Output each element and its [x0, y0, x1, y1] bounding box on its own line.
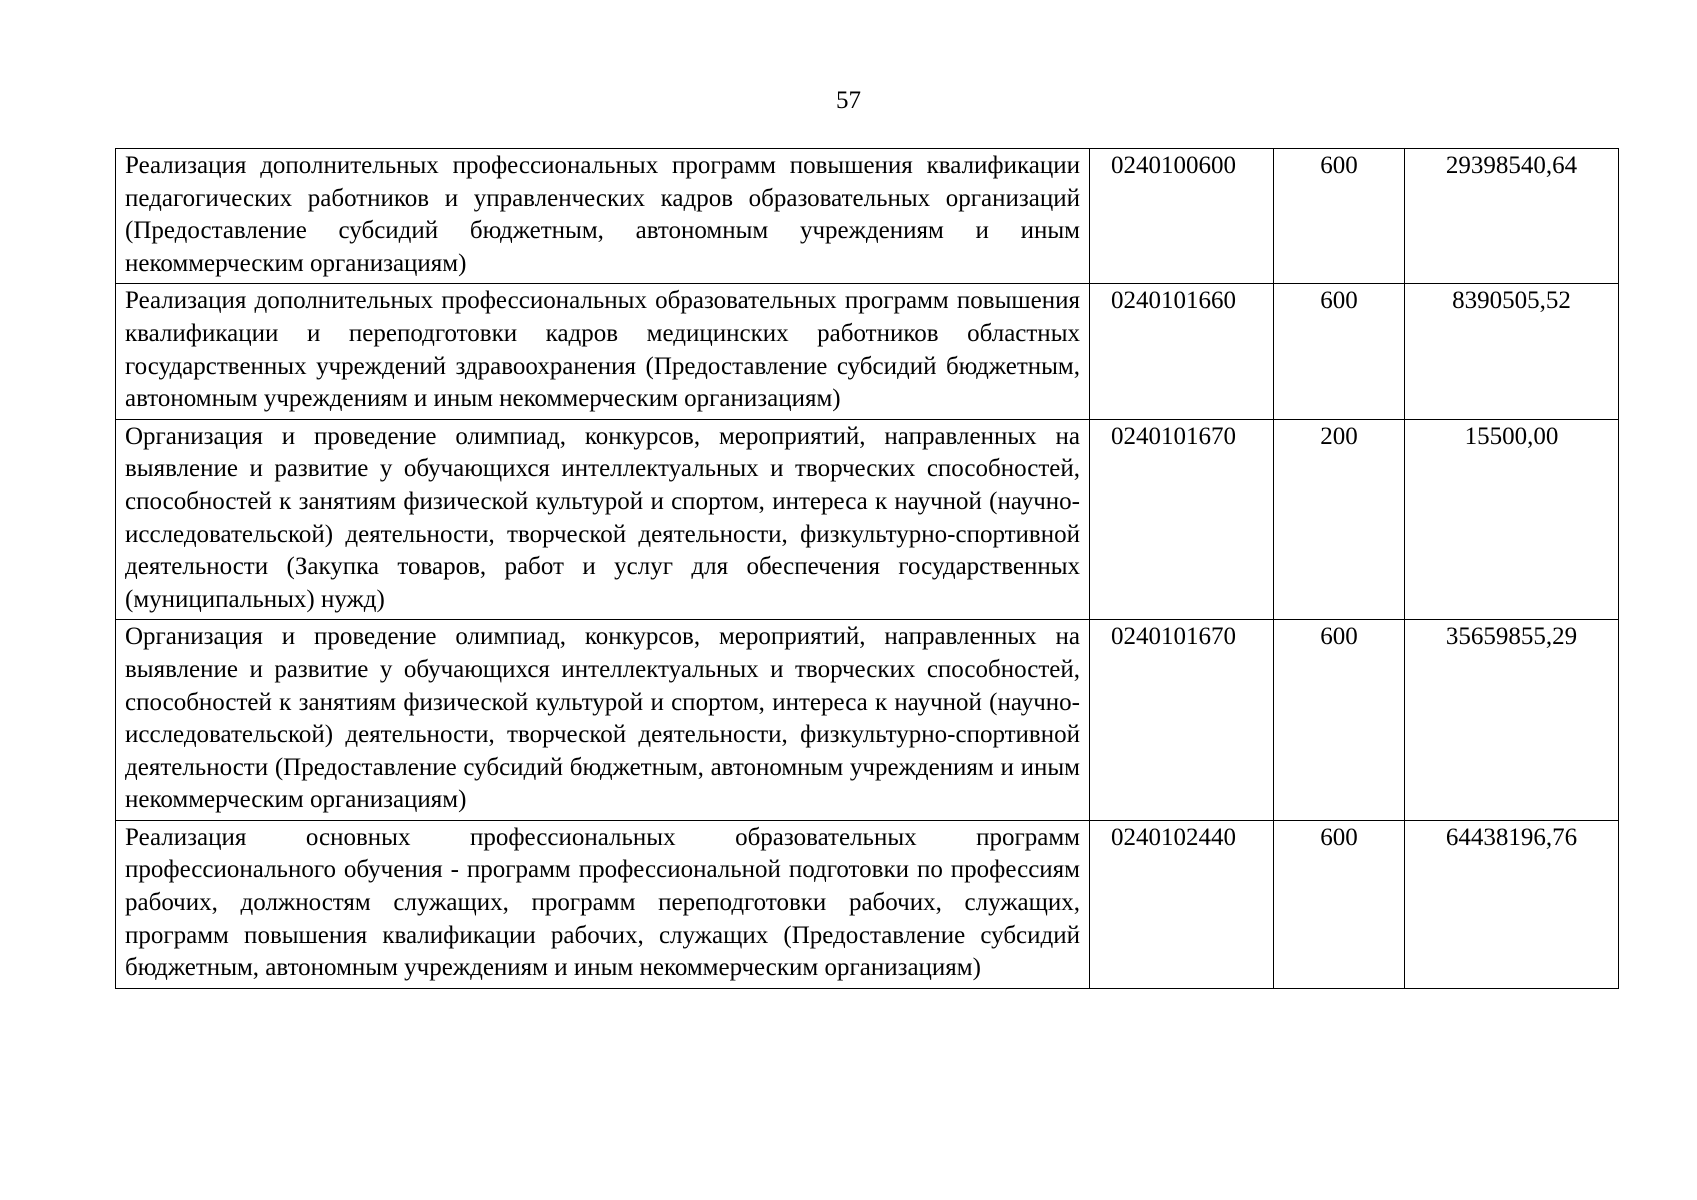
row-target-code: 0240102440 [1090, 820, 1274, 988]
row-description: Реализация дополнительных профессиональных программ повышения квалификации педагогических работников и управленческих кадров образовательных организаций (Предоставление субсидий бюджетным, автономным учреждениям и иным некоммерческим организациям) [116, 149, 1090, 284]
table-row [116, 620, 1619, 821]
row-target-code: 0240101670 [1090, 620, 1274, 821]
row-target-code: 0240101670 [1090, 419, 1274, 620]
row-amount: 29398540,64 [1405, 149, 1619, 284]
row-target-code: 0240101660 [1090, 284, 1274, 419]
row-description: Организация и проведение олимпиад, конкурсов, мероприятий, направленных на выявление и развитие у обучающихся интеллектуальных и творческих способностей, способностей к занятиям физической культурой и спортом, интереса к научной (научно-исследовательской) деятельности, творческой деятельности, физкультурно-спортивной деятельности (Предоставление субсидий бюджетным, автономным учреждениям и иным некоммерческим организациям) [116, 620, 1090, 821]
row-description: Организация и проведение олимпиад, конкурсов, мероприятий, направленных на выявление и развитие у обучающихся интеллектуальных и творческих способностей, способностей к занятиям физической культурой и спортом, интереса к научной (научно-исследовательской) деятельности, творческой деятельности, физкультурно-спортивной деятельности (Закупка товаров, работ и услуг для обеспечения государственных (муниципальных) нужд) [116, 419, 1090, 620]
budget-table [115, 148, 1619, 989]
row-expense-type: 600 [1274, 820, 1405, 988]
row-target-code: 0240100600 [1090, 149, 1274, 284]
row-description: Реализация основных профессиональных образовательных программ профессионального обучения - программ профессиональной подготовки по профессиям рабочих, должностям служащих, программ переподготовки рабочих, служащих, программ повышения квалификации рабочих, служащих (Предоставление субсидий бюджетным, автономным учреждениям и иным некоммерческим организациям) [116, 820, 1090, 988]
row-expense-type: 600 [1274, 284, 1405, 419]
row-description: Реализация дополнительных профессиональных образовательных программ повышения квалификации и переподготовки кадров медицинских работников областных государственных учреждений здравоохранения (Предоставление субсидий бюджетным, автономным учреждениям и иным некоммерческим организациям) [116, 284, 1090, 419]
row-expense-type: 600 [1274, 149, 1405, 284]
table-row [116, 149, 1619, 284]
row-amount: 35659855,29 [1405, 620, 1619, 821]
row-amount: 8390505,52 [1405, 284, 1619, 419]
table-row [116, 820, 1619, 988]
row-expense-type: 200 [1274, 419, 1405, 620]
page-number: 57 [836, 87, 861, 114]
table-row [116, 419, 1619, 620]
table-row [116, 284, 1619, 419]
row-amount: 64438196,76 [1405, 820, 1619, 988]
row-expense-type: 600 [1274, 620, 1405, 821]
row-amount: 15500,00 [1405, 419, 1619, 620]
